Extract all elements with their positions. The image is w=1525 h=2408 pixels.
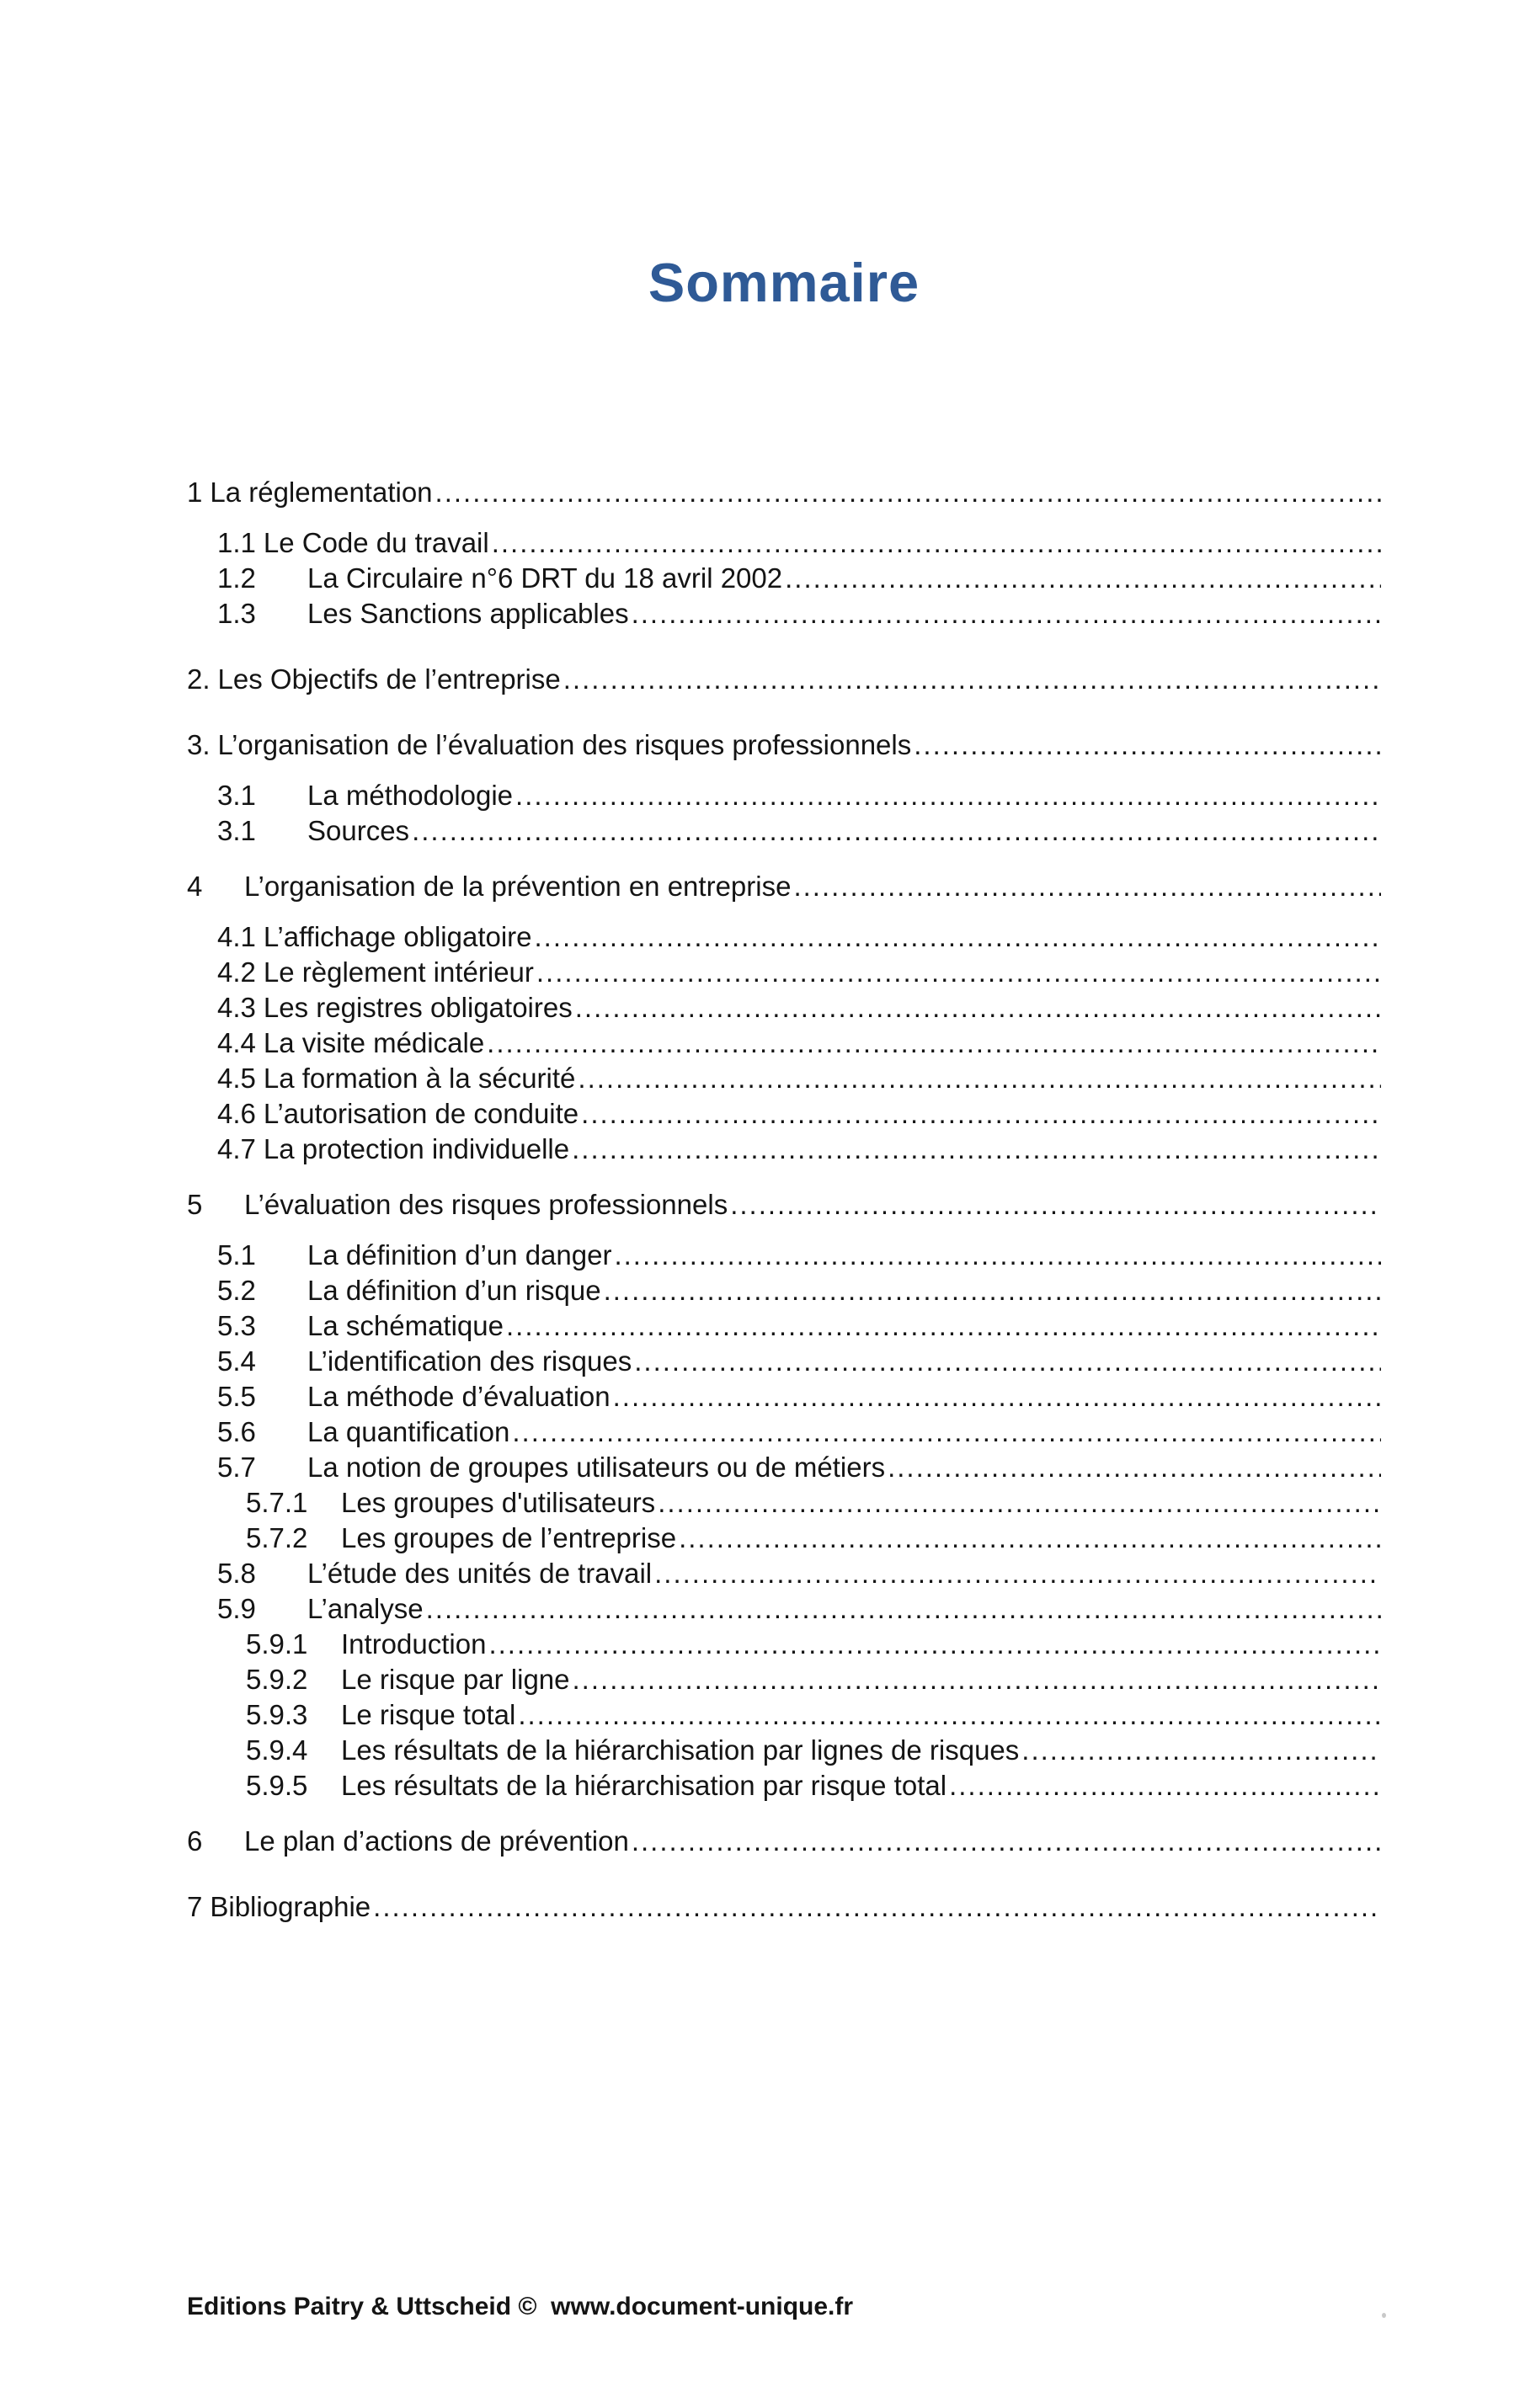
toc-entry bbox=[0, 1627, 1381, 1662]
toc-entry-number: 5.9.4 bbox=[246, 1734, 308, 1766]
toc-entry-number: 5.7.2 bbox=[246, 1522, 308, 1553]
toc-entry bbox=[0, 990, 1381, 1026]
toc-entry-label: L’étude des unités de travail bbox=[307, 1558, 653, 1589]
toc-entry bbox=[0, 919, 1381, 955]
toc-entry-label: La définition d’un danger bbox=[307, 1239, 612, 1271]
dot-leader bbox=[575, 990, 1381, 1026]
toc-entry-number: 5.9.2 bbox=[246, 1664, 308, 1695]
toc-entry bbox=[0, 1521, 1381, 1556]
toc-entry-label: Les Objectifs de l’entreprise bbox=[217, 663, 561, 695]
toc-entry-label: L’autorisation de conduite bbox=[263, 1098, 579, 1129]
toc-entry-number: 5.9.3 bbox=[246, 1699, 308, 1730]
dot-leader bbox=[492, 525, 1381, 561]
toc-entry bbox=[0, 1414, 1381, 1450]
toc-entry-label: La définition d’un risque bbox=[307, 1275, 601, 1306]
toc-entry-label: L’organisation de la prévention en entreprise bbox=[244, 871, 792, 902]
dot-leader bbox=[654, 1556, 1381, 1591]
toc-entry bbox=[0, 1733, 1381, 1768]
toc-entry-number: 5.1 bbox=[217, 1239, 256, 1271]
toc-entry bbox=[0, 869, 1381, 904]
dot-leader bbox=[572, 1132, 1381, 1167]
toc-entry bbox=[0, 1591, 1381, 1627]
toc-entry-label: Introduction bbox=[341, 1628, 487, 1659]
dot-leader bbox=[506, 1308, 1381, 1344]
scan-artifact-dot bbox=[1382, 2313, 1386, 2318]
dot-leader bbox=[573, 1662, 1381, 1697]
toc-entry-label: Le plan d’actions de prévention bbox=[244, 1825, 629, 1857]
toc-entry-label: Sources bbox=[307, 815, 410, 846]
toc-entry-label: Les groupes de l’entreprise bbox=[341, 1522, 677, 1553]
dot-leader bbox=[426, 1591, 1381, 1627]
toc-entry-label: Les résultats de la hiérarchisation par risque total bbox=[341, 1770, 947, 1801]
toc-entry bbox=[0, 1026, 1381, 1061]
dot-leader bbox=[730, 1187, 1381, 1223]
dot-leader bbox=[679, 1521, 1381, 1556]
toc-entry-number: 3.1 bbox=[217, 815, 256, 846]
toc-entry-number: 2. bbox=[187, 663, 211, 695]
toc-entry-number: 5.7.1 bbox=[246, 1487, 308, 1518]
toc-entry bbox=[0, 955, 1381, 990]
document-page bbox=[0, 253, 1525, 2408]
toc-entry-label: La réglementation bbox=[210, 477, 433, 508]
toc-entry bbox=[0, 1096, 1381, 1132]
toc-entry bbox=[0, 813, 1381, 849]
toc-entry bbox=[0, 596, 1381, 631]
toc-entry bbox=[0, 1697, 1381, 1733]
toc-entry-label: Les Sanctions applicables bbox=[307, 598, 629, 629]
dot-leader bbox=[512, 1414, 1381, 1450]
toc-entry-label: L’affichage obligatoire bbox=[263, 921, 532, 952]
toc-entry-number: 5.3 bbox=[217, 1310, 256, 1341]
dot-leader bbox=[613, 1379, 1381, 1414]
toc-entry bbox=[0, 1273, 1381, 1308]
toc-entry-number: 1.2 bbox=[217, 562, 256, 594]
toc-entry-number: 5 bbox=[187, 1189, 203, 1220]
toc-entry bbox=[0, 778, 1381, 813]
toc-entry-number: 5.7 bbox=[217, 1452, 256, 1483]
toc-entry-number: 7 bbox=[187, 1891, 203, 1922]
toc-entry-number: 4.2 bbox=[217, 956, 256, 988]
toc-entry-number: 5.9 bbox=[217, 1593, 256, 1624]
toc-entry-number: 3. bbox=[187, 729, 211, 760]
toc-entry-number: 5.4 bbox=[217, 1345, 256, 1377]
dot-leader bbox=[785, 561, 1381, 596]
toc-entry-number: 4.4 bbox=[217, 1027, 256, 1058]
toc-entry bbox=[0, 1344, 1381, 1379]
toc-entry bbox=[0, 1485, 1381, 1521]
dot-leader bbox=[578, 1061, 1381, 1096]
toc-entry bbox=[0, 561, 1381, 596]
dot-leader bbox=[515, 778, 1381, 813]
dot-leader bbox=[535, 919, 1381, 955]
toc-entry-number: 6 bbox=[187, 1825, 203, 1857]
toc-entry-label: L’analyse bbox=[307, 1593, 424, 1624]
toc-entry-label: Le risque par ligne bbox=[341, 1664, 570, 1695]
toc-entry-label: La formation à la sécurité bbox=[263, 1063, 576, 1094]
toc-entry bbox=[0, 1824, 1381, 1859]
toc-entry bbox=[0, 727, 1381, 763]
toc-entry bbox=[0, 1556, 1381, 1591]
toc-entry-label: Le risque total bbox=[341, 1699, 516, 1730]
dot-leader bbox=[634, 1344, 1381, 1379]
toc-entry-label: La Circulaire n°6 DRT du 18 avril 2002 bbox=[307, 562, 783, 594]
title-section bbox=[187, 253, 1381, 313]
toc-entry-number: 4.5 bbox=[217, 1063, 256, 1094]
toc-entry-label: La méthodologie bbox=[307, 780, 514, 811]
toc-entry-label: Bibliographie bbox=[210, 1891, 371, 1922]
toc-entry bbox=[0, 662, 1381, 697]
toc bbox=[0, 475, 1381, 1925]
dot-leader bbox=[632, 1824, 1381, 1859]
dot-leader bbox=[658, 1485, 1381, 1521]
dot-leader bbox=[373, 1889, 1381, 1925]
page-title: Sommaire bbox=[648, 252, 920, 313]
footer-text: Editions Paitry & Uttscheid © www.document-unique.fr bbox=[187, 2293, 854, 2320]
toc-entry-number: 1 bbox=[187, 477, 203, 508]
toc-entry-label: Les registres obligatoires bbox=[263, 992, 573, 1023]
dot-leader bbox=[488, 1627, 1381, 1662]
dot-leader bbox=[914, 727, 1381, 763]
toc-entry bbox=[0, 525, 1381, 561]
toc-entry-number: 5.5 bbox=[217, 1381, 256, 1412]
toc-entry-number: 1.1 bbox=[217, 527, 256, 558]
toc-entry-number: 4.6 bbox=[217, 1098, 256, 1129]
toc-entry bbox=[0, 1061, 1381, 1096]
dot-leader bbox=[604, 1273, 1381, 1308]
toc-entry bbox=[0, 1238, 1381, 1273]
dot-leader bbox=[632, 596, 1381, 631]
dot-leader bbox=[888, 1450, 1381, 1485]
toc-entry bbox=[0, 1768, 1381, 1803]
dot-leader bbox=[1021, 1733, 1381, 1768]
toc-entry-number: 4.3 bbox=[217, 992, 256, 1023]
dot-leader bbox=[949, 1768, 1381, 1803]
toc-entry-number: 4.7 bbox=[217, 1133, 256, 1164]
dot-leader bbox=[435, 475, 1381, 510]
toc-entry-label: La protection individuelle bbox=[263, 1133, 570, 1164]
toc-entry bbox=[0, 1379, 1381, 1414]
toc-entry-label: La schématique bbox=[307, 1310, 504, 1341]
toc-entry-label: L’identification des risques bbox=[307, 1345, 632, 1377]
dot-leader bbox=[563, 662, 1381, 697]
toc-entry-label: Les groupes d'utilisateurs bbox=[341, 1487, 656, 1518]
dot-leader bbox=[614, 1238, 1381, 1273]
dot-leader bbox=[518, 1697, 1381, 1733]
toc-entry-label: L’évaluation des risques professionnels bbox=[244, 1189, 728, 1220]
toc-entry-number: 3.1 bbox=[217, 780, 256, 811]
dot-leader bbox=[412, 813, 1381, 849]
toc-entry bbox=[0, 475, 1381, 510]
toc-entry-label: L’organisation de l’évaluation des risques professionnels bbox=[217, 729, 912, 760]
toc-entry-number: 5.9.5 bbox=[246, 1770, 308, 1801]
toc-entry-label: La notion de groupes utilisateurs ou de métiers bbox=[307, 1452, 886, 1483]
toc-entry bbox=[0, 1450, 1381, 1485]
toc-entry-label: Le règlement intérieur bbox=[263, 956, 534, 988]
toc-entry-number: 5.8 bbox=[217, 1558, 256, 1589]
toc-entry bbox=[0, 1187, 1381, 1223]
toc-entry bbox=[0, 1308, 1381, 1344]
toc-entry bbox=[0, 1132, 1381, 1167]
dot-leader bbox=[793, 869, 1381, 904]
toc-entry bbox=[0, 1662, 1381, 1697]
toc-entry-number: 5.2 bbox=[217, 1275, 256, 1306]
toc-entry-number: 4.1 bbox=[217, 921, 256, 952]
toc-entry-label: La méthode d’évaluation bbox=[307, 1381, 611, 1412]
toc-entry-number: 5.9.1 bbox=[246, 1628, 308, 1659]
toc-entry-label: La quantification bbox=[307, 1416, 510, 1447]
dot-leader bbox=[581, 1096, 1381, 1132]
toc-entry-label: Le Code du travail bbox=[263, 527, 489, 558]
toc-entry-label: Les résultats de la hiérarchisation par lignes de risques bbox=[341, 1734, 1020, 1766]
toc-entry-label: La visite médicale bbox=[263, 1027, 485, 1058]
dot-leader bbox=[487, 1026, 1381, 1061]
dot-leader bbox=[536, 955, 1381, 990]
toc-entry-number: 4 bbox=[187, 871, 203, 902]
toc-entry-number: 5.6 bbox=[217, 1416, 256, 1447]
toc-entry bbox=[0, 1889, 1381, 1925]
toc-entry-number: 1.3 bbox=[217, 598, 256, 629]
